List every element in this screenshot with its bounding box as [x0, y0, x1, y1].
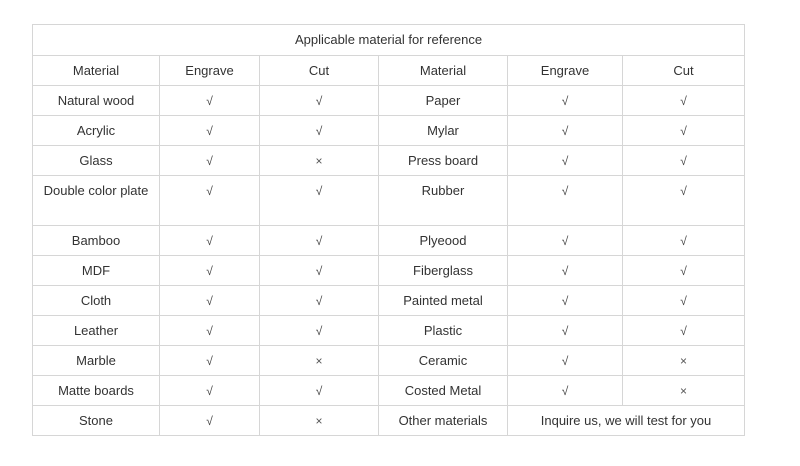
material-name: Paper [425, 93, 461, 108]
cut-mark: √ [315, 234, 323, 248]
engrave-mark: √ [561, 324, 569, 338]
table-cell [260, 86, 379, 116]
header-cell [260, 56, 379, 86]
table-cell [623, 226, 745, 256]
table-cell [508, 286, 623, 316]
table-row [33, 286, 745, 316]
header-cell [379, 56, 508, 86]
table-cell [260, 146, 379, 176]
table-cell-note [508, 406, 745, 436]
material-name: Acrylic [76, 123, 116, 138]
table-cell [508, 346, 623, 376]
table-cell [33, 176, 160, 226]
material-name: Marble [76, 353, 116, 368]
header-cell [623, 56, 745, 86]
material-name: Press board [407, 153, 479, 168]
material-name: Matte boards [58, 383, 134, 398]
table-row [33, 86, 745, 116]
table-cell [379, 226, 508, 256]
table-cell [33, 346, 160, 376]
table-cell [260, 226, 379, 256]
engrave-mark: √ [206, 154, 213, 168]
table-cell [260, 406, 379, 436]
table-cell [33, 406, 160, 436]
table-cell [508, 376, 623, 406]
material-name: Fiberglass [413, 263, 473, 278]
table-cell [260, 256, 379, 286]
table-cell [260, 286, 379, 316]
table-title: Applicable material for reference [294, 32, 483, 47]
table-cell [508, 176, 623, 226]
material-name: Plyeood [419, 233, 467, 248]
table-cell [379, 286, 508, 316]
engrave-mark: √ [206, 234, 213, 248]
table-row [33, 176, 745, 226]
table-cell [33, 286, 160, 316]
material-name: Stone [79, 413, 113, 428]
header-engrave-left: Engrave [185, 63, 234, 78]
table-cell [160, 146, 260, 176]
table-cell [508, 256, 623, 286]
table-cell [379, 116, 508, 146]
table-cell [508, 146, 623, 176]
table-row [33, 376, 745, 406]
table-cell [33, 146, 160, 176]
cut-mark: √ [680, 124, 687, 138]
cut-mark: √ [315, 94, 323, 108]
engrave-mark: √ [206, 184, 213, 198]
header-cut-right: Cut [673, 63, 694, 78]
cut-mark: × [315, 354, 323, 368]
materials-sheet [32, 24, 744, 436]
table-row [33, 316, 745, 346]
engrave-mark: √ [561, 94, 569, 108]
table-cell [379, 376, 508, 406]
table-cell [260, 346, 379, 376]
cut-mark: √ [315, 124, 323, 138]
table-cell [160, 286, 260, 316]
table-cell [508, 86, 623, 116]
table-cell [379, 86, 508, 116]
cut-mark: √ [680, 324, 687, 338]
cut-mark: √ [680, 184, 687, 198]
cut-mark: × [680, 384, 688, 398]
table-cell [33, 316, 160, 346]
table-cell [623, 86, 745, 116]
table-title-cell [33, 25, 745, 56]
table-cell [160, 116, 260, 146]
material-name: Rubber [421, 183, 465, 198]
table-cell [379, 406, 508, 436]
material-name: Double color plate [43, 183, 149, 198]
cut-mark: √ [680, 154, 687, 168]
table-cell [623, 376, 745, 406]
table-cell [260, 176, 379, 226]
header-material-right: Material [419, 63, 467, 78]
table-cell [623, 146, 745, 176]
table-row [33, 226, 745, 256]
material-name: Plastic [423, 323, 463, 338]
engrave-mark: √ [561, 184, 569, 198]
table-cell [623, 316, 745, 346]
engrave-mark: √ [561, 154, 569, 168]
material-name: Costed Metal [404, 383, 482, 398]
table-cell [160, 316, 260, 346]
table-cell [379, 146, 508, 176]
header-cell [508, 56, 623, 86]
table-row [33, 346, 745, 376]
engrave-mark: √ [561, 354, 569, 368]
table-cell [33, 226, 160, 256]
cut-mark: √ [680, 264, 687, 278]
table-cell [160, 406, 260, 436]
table-cell [508, 116, 623, 146]
table-cell [160, 346, 260, 376]
table-cell [33, 376, 160, 406]
table-cell [623, 346, 745, 376]
table-row-last [33, 406, 745, 436]
table-cell [623, 256, 745, 286]
engrave-mark: √ [206, 354, 213, 368]
cut-mark: √ [315, 294, 323, 308]
engrave-mark: √ [206, 124, 213, 138]
engrave-mark: √ [206, 294, 213, 308]
table-row [33, 256, 745, 286]
header-engrave-right: Engrave [540, 63, 590, 78]
table-header-row [33, 56, 745, 86]
table-cell [160, 376, 260, 406]
engrave-mark: √ [561, 124, 569, 138]
material-name: Bamboo [71, 233, 121, 248]
material-name: Other materials [398, 413, 488, 428]
cut-mark: √ [315, 184, 323, 198]
engrave-mark: √ [561, 294, 569, 308]
table-row [33, 146, 745, 176]
header-material-left: Material [72, 63, 120, 78]
header-cell [160, 56, 260, 86]
table-cell [379, 176, 508, 226]
table-cell [623, 116, 745, 146]
engrave-mark: √ [206, 264, 213, 278]
material-name: Glass [79, 153, 113, 168]
table-cell [33, 256, 160, 286]
material-name: MDF [81, 263, 111, 278]
material-name: Mylar [427, 123, 459, 138]
table-cell [160, 256, 260, 286]
engrave-mark: √ [206, 414, 213, 428]
table-cell [379, 316, 508, 346]
table-cell [160, 86, 260, 116]
cut-mark: √ [315, 324, 323, 338]
engrave-mark: √ [561, 384, 569, 398]
table-cell [160, 226, 260, 256]
table-body [33, 86, 745, 406]
table-cell [33, 116, 160, 146]
header-cut-left: Cut [308, 63, 330, 78]
cut-mark: × [680, 354, 688, 368]
inquiry-note: Inquire us, we will test for you [540, 413, 712, 428]
table-cell [260, 316, 379, 346]
cut-mark: √ [680, 94, 687, 108]
material-name: Cloth [80, 293, 112, 308]
materials-table [32, 24, 745, 436]
table-row [33, 116, 745, 146]
cut-mark: √ [315, 264, 323, 278]
table-cell [379, 256, 508, 286]
table-cell [260, 116, 379, 146]
engrave-mark: √ [206, 94, 213, 108]
cut-mark: √ [680, 234, 687, 248]
table-cell [508, 316, 623, 346]
cut-mark: √ [315, 384, 323, 398]
cut-mark: × [315, 414, 323, 428]
engrave-mark: √ [206, 384, 213, 398]
table-cell [623, 286, 745, 316]
cut-mark: × [315, 154, 323, 168]
engrave-mark: √ [206, 324, 213, 338]
material-name: Ceramic [418, 353, 468, 368]
cut-mark: √ [680, 294, 687, 308]
header-cell [33, 56, 160, 86]
table-cell [379, 346, 508, 376]
table-cell [260, 376, 379, 406]
material-name: Natural wood [57, 93, 135, 108]
engrave-mark: √ [561, 264, 569, 278]
engrave-mark: √ [561, 234, 569, 248]
material-name: Leather [73, 323, 119, 338]
table-cell [160, 176, 260, 226]
table-cell [33, 86, 160, 116]
table-cell [623, 176, 745, 226]
material-name: Painted metal [403, 293, 483, 308]
table-title-row [33, 25, 745, 56]
table-cell [508, 226, 623, 256]
